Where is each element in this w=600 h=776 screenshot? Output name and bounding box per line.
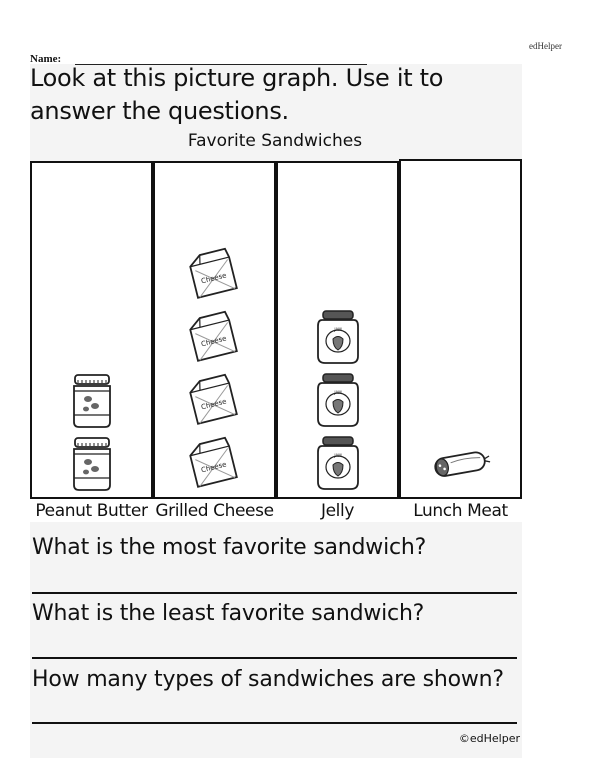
question-3: How many types of sandwiches are shown? bbox=[32, 667, 504, 692]
cheese-sandwich-icon bbox=[185, 435, 245, 497]
brand-label: edHelper bbox=[529, 41, 562, 51]
svg-text:Cheese: Cheese bbox=[199, 460, 227, 475]
category-label: Peanut Butter bbox=[30, 497, 153, 522]
instructions-text: Look at this picture graph. Use it to answer the questions. bbox=[30, 64, 444, 125]
strawberry-jelly-jar-icon bbox=[308, 372, 368, 434]
svg-text:Cheese: Cheese bbox=[199, 334, 227, 349]
answer-line-1[interactable] bbox=[32, 592, 517, 594]
category-label: Jelly bbox=[276, 497, 399, 522]
picture-graph bbox=[30, 161, 522, 522]
peanut-butter-jar-icon bbox=[62, 372, 122, 434]
name-label: Name: bbox=[30, 53, 62, 65]
question-1: What is the most favorite sandwich? bbox=[32, 535, 427, 560]
peanut-butter-jar-icon bbox=[62, 435, 122, 497]
strawberry-jelly-jar-icon bbox=[308, 309, 368, 371]
svg-text:JAM: JAM bbox=[333, 327, 342, 332]
cheese-sandwich-icon bbox=[185, 309, 245, 371]
svg-text:Cheese: Cheese bbox=[199, 271, 227, 286]
copyright-label: ©edHelper bbox=[458, 732, 520, 745]
cheese-sandwich-icon bbox=[185, 246, 245, 308]
cheese-sandwich-icon bbox=[185, 372, 245, 434]
category-label: Lunch Meat bbox=[399, 497, 522, 522]
question-2: What is the least favorite sandwich? bbox=[32, 601, 425, 626]
answer-line-3[interactable] bbox=[32, 722, 517, 724]
category-label: Grilled Cheese bbox=[153, 497, 276, 522]
svg-text:JAM: JAM bbox=[333, 453, 342, 458]
chart-title: Favorite Sandwiches bbox=[187, 131, 363, 151]
svg-text:JAM: JAM bbox=[333, 390, 342, 395]
answer-line-2[interactable] bbox=[32, 657, 517, 659]
salami-icon bbox=[431, 435, 491, 497]
svg-text:Cheese: Cheese bbox=[199, 397, 227, 412]
strawberry-jelly-jar-icon bbox=[308, 435, 368, 497]
